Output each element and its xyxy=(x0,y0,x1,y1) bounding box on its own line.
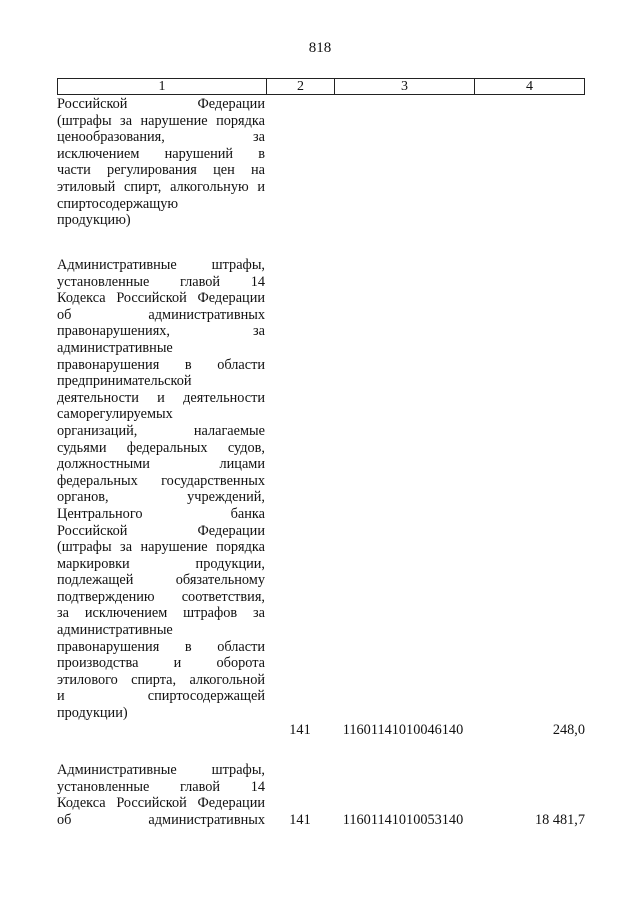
description-line: деятельности и деятельности xyxy=(57,389,265,406)
row-description xyxy=(57,762,265,828)
description-line: подтверждению соответствия, xyxy=(57,588,265,605)
page-number: 818 xyxy=(308,40,332,56)
description-line: установленные главой 14 xyxy=(57,273,265,290)
description-line: правонарушения в области xyxy=(57,638,265,655)
description-line: Российской Федерации xyxy=(57,96,265,112)
row-description xyxy=(57,96,265,229)
description-line: Российской Федерации xyxy=(57,522,265,539)
description-line: исключением нарушений в xyxy=(57,145,265,162)
description-line: этиловый спирт, алкогольную и xyxy=(57,178,265,195)
row-budget-code: 11601141010046140 xyxy=(342,722,464,738)
description-line: (штрафы за нарушение порядка xyxy=(57,539,265,556)
header-col-1: 1 xyxy=(158,79,166,94)
description-line: федеральных государственных xyxy=(57,472,265,489)
row-admin-code: 141 xyxy=(289,722,311,738)
description-line: за исключением штрафов за xyxy=(57,605,265,622)
description-line: административные xyxy=(57,339,173,356)
header-col-2: 2 xyxy=(266,79,334,94)
description-line: Кодекса Российской Федерации xyxy=(57,795,265,812)
row-description xyxy=(57,257,265,722)
description-line: судьями федеральных судов, xyxy=(57,439,265,456)
description-line: продукцию) xyxy=(57,212,131,229)
description-line: этилового спирта, алкогольной xyxy=(57,671,265,688)
description-line: производства и оборота xyxy=(57,655,265,672)
description-line: должностными лицами xyxy=(57,456,265,473)
row-admin-code: 141 xyxy=(289,812,311,828)
description-line: продукции) xyxy=(57,705,128,722)
description-line: организаций, налагаемые xyxy=(57,422,265,439)
row-amount: 248,0 xyxy=(552,722,585,738)
header-col-3: 3 xyxy=(334,79,474,94)
row-amount: 18 481,7 xyxy=(534,812,585,828)
description-line: части регулирования цен на xyxy=(57,162,265,179)
description-line: маркировки продукции, xyxy=(57,555,265,572)
table-header xyxy=(57,78,585,95)
description-line: предпринимательской xyxy=(57,373,192,390)
description-line: Кодекса Российской Федерации xyxy=(57,290,265,307)
description-line: об административных xyxy=(57,306,265,323)
description-line: ценообразования, за xyxy=(57,129,265,146)
description-line: Административные штрафы, xyxy=(57,762,265,778)
header-col-4: 4 xyxy=(474,79,584,94)
description-line: Административные штрафы, xyxy=(57,257,265,273)
description-line: органов, учреждений, xyxy=(57,489,265,506)
description-line: Центрального банка xyxy=(57,505,265,522)
description-line: правонарушениях, за xyxy=(57,323,265,340)
description-line: (штрафы за нарушение порядка xyxy=(57,112,265,129)
description-line: установленные главой 14 xyxy=(57,778,265,795)
description-line: правонарушения в области xyxy=(57,356,265,373)
description-line: об административных xyxy=(57,811,265,828)
description-line: саморегулируемых xyxy=(57,406,173,423)
description-line: административные xyxy=(57,622,173,639)
description-line: спиртосодержащую xyxy=(57,195,179,212)
description-line: и спиртосодержащей xyxy=(57,688,265,705)
description-line: подлежащей обязательному xyxy=(57,572,265,589)
row-budget-code: 11601141010053140 xyxy=(342,812,464,828)
